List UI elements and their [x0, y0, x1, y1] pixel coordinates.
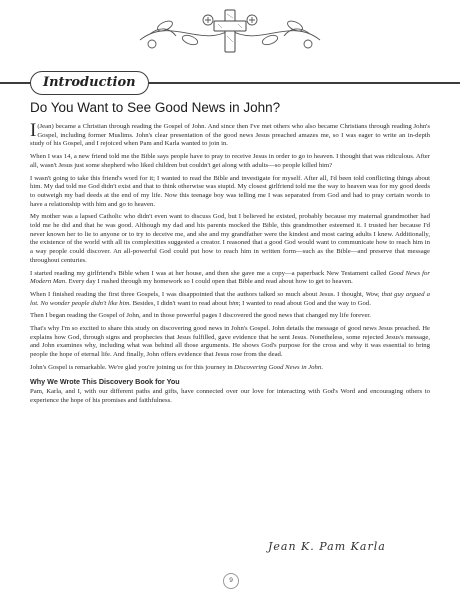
paragraph-6: [30, 291, 430, 308]
paragraph-5-text-b: . Every day I rushed through my homework so I could open that Bible and read about how to get to heaven.: [65, 278, 353, 286]
section-header: [0, 71, 460, 95]
page-title: Do You Want to See Good News in John?: [30, 100, 281, 115]
paragraph-3: I wasn't going to take this friend's word for it; I wanted to read the Bible and investigate for myself. After all, I'd been told conflicting things about him. My dad told me God didn't exist and that to think otherwise was stupid. My closest girlfriend told me the way to heaven was for my good deeds to outweigh my bad deeds at the end of my life. Now this teenage boy was telling me I was separated from God and had to pray certain words to have a relationship with him and go to heaven.: [30, 174, 430, 208]
paragraph-9-text-b: .: [321, 363, 323, 371]
body-text: [30, 120, 430, 410]
paragraph-6-text-a: When I finished reading the first three Gospels, I was disappointed that the authors talked so much about Jesus. I thought,: [30, 290, 366, 298]
section-label: Introduction: [30, 71, 149, 95]
study-title-emphasis: Discovering Good News in John: [234, 363, 322, 371]
him-emphasis: him: [228, 299, 239, 307]
paragraph-5-text-a: I started reading my girlfriend's Bible when I was at her house, and then she gave me a copy—a paperback New Testament called: [30, 269, 389, 277]
book-title-emphasis: Good News for Modern Man: [30, 269, 430, 286]
paragraph-9-text-a: John's Gospel is remarkable. We're glad you're joining us for this journey in: [30, 363, 235, 371]
paragraph-8: That's why I'm so excited to share this study on discovering good news in John's Gospel. John details the message of good news Jesus preached. He explains how God, through signs and prophecies that Jesus fulfilled, gave evidence that he sent Jesus. Nonetheless, some rejected Jesus's message, and John examines why, including what was behind all those arguments. He shows God's purpose for the cross and why it was essential to bring people the hope of eternal life. And finally, John offers evidence that Jesus rose from the dead.: [30, 325, 430, 359]
paragraph-4: My mother was a lapsed Catholic who didn't even want to discuss God, but I believed he existed, probably because my maternal grandmother had told me he did and that he was good. Although my dad and his parents mocked the Bible, this grandmother esteemed it. I trusted her because I'd never known her to lie to anyone or to try to deceive me, and she and my grandfather were the kindest and most caring adults I knew. Additionally, the existence of the world with all its complexities suggested a creator. I reasoned that a good God would want to communicate how to reach him in a way people could discover. An all-powerful God could put how to reach him in written form—such as the Bible—and preserve that message throughout centuries.: [30, 213, 430, 264]
floral-cross-ornament-icon: [130, 6, 330, 56]
paragraph-5: [30, 270, 430, 287]
paragraph-9: [30, 364, 430, 373]
closing-paragraph: Pam, Karla, and I, with our different paths and gifts, have connected over our love for interacting with God's Word and encouraging others to experience the hope of his promises and faithfulness.: [30, 388, 430, 404]
page-number: 9: [223, 573, 239, 589]
paragraph-1: I(Jean) became a Christian through reading the Gospel of John. And since then I've met others who also became Christians through reading John's Gospel, including former Muslims. John's clear presentation of the good news Jesus preached amazes me, so I was eager to write an in-depth study of his Gospel, and I rejoiced when Pam and Karla wanted to join in.: [30, 120, 430, 148]
subheading: Why We Wrote This Discovery Book for You: [30, 376, 180, 386]
paragraph-7: Then I began reading the Gospel of John, and in those powerful pages I discovered the good news that changed my life forever.: [30, 312, 371, 320]
paragraph-6-text-c: ; I wanted to read about God and the way to God.: [238, 299, 371, 307]
paragraph-2: When I was 14, a new friend told me the Bible says people have to pray to receive Jesus in order to go to heaven. I thought that was ridiculous. After all, wasn't Jesus just some shepherd who liked children but couldn't get along with adults—so people killed him?: [30, 153, 430, 169]
thought-emphasis: Wow, that guy argued a lot. No wonder people didn't like him.: [30, 290, 430, 307]
paragraph-6-text-b: Besides, I didn't want to read about: [131, 299, 229, 307]
author-signatures: Jean K. Pam Karla: [268, 540, 386, 553]
